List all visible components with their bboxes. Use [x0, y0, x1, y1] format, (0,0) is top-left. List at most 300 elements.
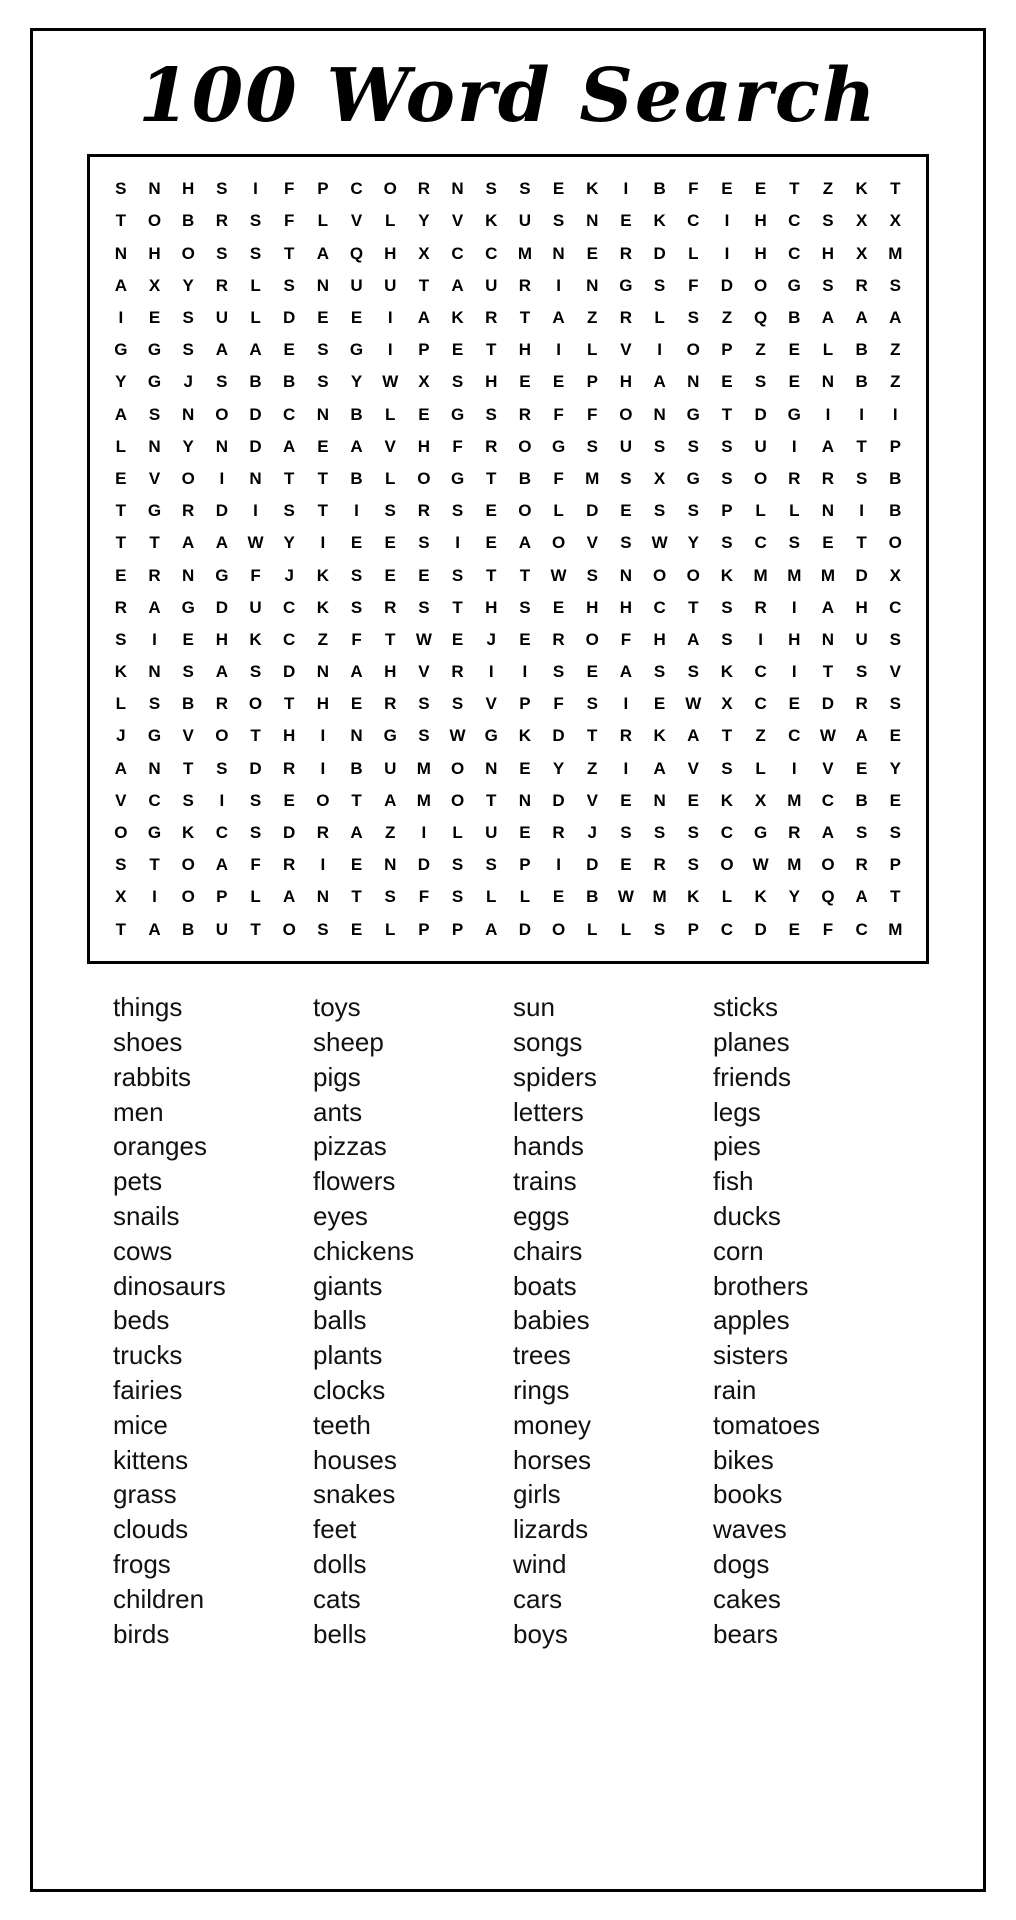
grid-cell[interactable]: V	[620, 340, 632, 360]
grid-cell[interactable]: I	[556, 275, 561, 295]
word-list-item[interactable]: cows	[113, 1235, 173, 1266]
grid-cell[interactable]: H	[619, 372, 633, 392]
word-list-item[interactable]: legs	[713, 1096, 761, 1127]
grid-cell[interactable]: L	[755, 758, 766, 778]
grid-cell[interactable]: S	[855, 468, 868, 488]
grid-cell[interactable]: Y	[115, 372, 127, 392]
grid-cell[interactable]: C	[283, 597, 296, 617]
word-list-item[interactable]: bells	[313, 1618, 367, 1649]
grid-cell[interactable]: S	[620, 823, 632, 843]
word-list-item[interactable]: frogs	[113, 1548, 171, 1579]
grid-cell[interactable]: I	[320, 855, 326, 875]
word-list-item[interactable]: letters	[513, 1096, 584, 1127]
grid-cell[interactable]: T	[519, 308, 531, 328]
grid-cell[interactable]: U	[485, 275, 498, 295]
grid-cell[interactable]: L	[688, 243, 699, 263]
grid-cell[interactable]: S	[552, 662, 565, 682]
word-list-item[interactable]: pigs	[313, 1061, 361, 1092]
grid-cell[interactable]: F	[688, 179, 699, 199]
grid-cell[interactable]: V	[586, 790, 598, 810]
grid-cell[interactable]: E	[519, 758, 531, 778]
grid-cell[interactable]: E	[552, 179, 565, 199]
grid-cell[interactable]: G	[147, 501, 162, 521]
grid-cell[interactable]: B	[350, 468, 363, 488]
grid-cell[interactable]: E	[721, 372, 733, 392]
grid-cell[interactable]: A	[283, 436, 296, 456]
grid-cell[interactable]: L	[385, 919, 396, 939]
grid-cell[interactable]: X	[855, 243, 868, 263]
grid-cell[interactable]: J	[284, 565, 294, 585]
grid-cell[interactable]: H	[586, 597, 599, 617]
word-list-item[interactable]: rings	[513, 1374, 570, 1405]
grid-cell[interactable]: N	[316, 662, 329, 682]
word-list-item[interactable]: birds	[113, 1618, 170, 1649]
grid-cell[interactable]: U	[754, 436, 767, 456]
grid-cell[interactable]: X	[115, 887, 127, 907]
grid-cell[interactable]: F	[688, 275, 699, 295]
grid-cell[interactable]: B	[182, 694, 195, 714]
grid-cell[interactable]: O	[417, 468, 431, 488]
grid-cell[interactable]: S	[418, 726, 430, 746]
grid-cell[interactable]: A	[855, 887, 868, 907]
grid-cell[interactable]: C	[148, 790, 161, 810]
grid-cell[interactable]: F	[284, 211, 295, 231]
grid-cell[interactable]: K	[687, 887, 700, 907]
word-list-item[interactable]: children	[113, 1583, 205, 1614]
grid-cell[interactable]: S	[418, 597, 430, 617]
grid-cell[interactable]: C	[855, 919, 868, 939]
grid-cell[interactable]: E	[418, 404, 430, 424]
grid-cell[interactable]: K	[249, 629, 262, 649]
grid-cell[interactable]: N	[182, 404, 195, 424]
grid-cell[interactable]: S	[216, 243, 228, 263]
grid-cell[interactable]: G	[383, 726, 397, 746]
grid-cell[interactable]: Y	[552, 758, 565, 778]
grid-cell[interactable]: P	[519, 694, 531, 714]
grid-cell[interactable]: O	[282, 919, 296, 939]
grid-cell[interactable]: S	[721, 758, 733, 778]
grid-cell[interactable]: Z	[755, 726, 766, 746]
grid-cell[interactable]: R	[754, 597, 767, 617]
grid-cell[interactable]: I	[556, 340, 561, 360]
grid-cell[interactable]: S	[889, 275, 901, 295]
grid-cell[interactable]: L	[822, 340, 834, 360]
grid-cell[interactable]: J	[587, 823, 597, 843]
grid-cell[interactable]: O	[652, 565, 667, 585]
grid-cell[interactable]: O	[518, 501, 532, 521]
grid-cell[interactable]: P	[586, 372, 598, 392]
grid-cell[interactable]: S	[283, 501, 295, 521]
grid-cell[interactable]: H	[215, 629, 228, 649]
grid-cell[interactable]: O	[383, 179, 397, 199]
grid-cell[interactable]: S	[317, 372, 329, 392]
grid-cell[interactable]: K	[586, 179, 599, 199]
grid-cell[interactable]: O	[585, 629, 599, 649]
grid-cell[interactable]: S	[653, 662, 666, 682]
grid-cell[interactable]: U	[249, 597, 262, 617]
grid-cell[interactable]: N	[586, 211, 599, 231]
grid-cell[interactable]: E	[384, 565, 396, 585]
grid-cell[interactable]: H	[384, 243, 397, 263]
grid-cell[interactable]: A	[855, 726, 868, 746]
grid-cell[interactable]: I	[791, 758, 797, 778]
grid-cell[interactable]: T	[115, 501, 127, 521]
grid-cell[interactable]: N	[148, 662, 161, 682]
grid-cell[interactable]: H	[619, 597, 633, 617]
grid-cell[interactable]: B	[518, 468, 532, 488]
word-list-item[interactable]: dolls	[313, 1548, 367, 1579]
grid-cell[interactable]: M	[888, 243, 903, 263]
grid-cell[interactable]: S	[855, 823, 868, 843]
grid-cell[interactable]: G	[181, 597, 195, 617]
grid-cell[interactable]: P	[721, 340, 733, 360]
grid-cell[interactable]: M	[888, 919, 903, 939]
grid-cell[interactable]: D	[586, 855, 599, 875]
grid-cell[interactable]: S	[249, 211, 262, 231]
grid-cell[interactable]: W	[819, 726, 836, 746]
grid-cell[interactable]: K	[653, 211, 666, 231]
grid-cell[interactable]: S	[721, 533, 733, 553]
grid-cell[interactable]: L	[553, 501, 564, 521]
grid-cell[interactable]: A	[114, 758, 127, 778]
grid-cell[interactable]: M	[517, 243, 532, 263]
grid-cell[interactable]: D	[417, 855, 431, 875]
grid-cell[interactable]: S	[586, 565, 598, 585]
grid-cell[interactable]: B	[182, 211, 195, 231]
grid-cell[interactable]: T	[486, 565, 497, 585]
grid-cell[interactable]: S	[687, 501, 699, 521]
grid-cell[interactable]: C	[788, 243, 801, 263]
grid-cell[interactable]: V	[148, 468, 161, 488]
grid-cell[interactable]: V	[586, 533, 598, 553]
grid-cell[interactable]: I	[320, 533, 326, 553]
grid-cell[interactable]: S	[485, 855, 497, 875]
grid-cell[interactable]: X	[418, 243, 430, 263]
grid-cell[interactable]: T	[115, 211, 127, 231]
word-list-item[interactable]: horses	[513, 1444, 592, 1475]
grid-cell[interactable]: E	[451, 629, 464, 649]
grid-cell[interactable]: T	[351, 790, 362, 810]
word-list-item[interactable]: eggs	[513, 1200, 570, 1231]
word-list-item[interactable]: waves	[713, 1514, 787, 1545]
grid-cell[interactable]: R	[417, 179, 431, 199]
grid-cell[interactable]: C	[821, 790, 835, 810]
grid-cell[interactable]: T	[890, 887, 901, 907]
grid-cell[interactable]: C	[653, 597, 666, 617]
grid-cell[interactable]: Q	[349, 243, 364, 263]
grid-cell[interactable]: S	[451, 372, 464, 392]
grid-cell[interactable]: O	[215, 726, 229, 746]
grid-cell[interactable]: D	[249, 404, 262, 424]
grid-cell[interactable]: B	[350, 404, 363, 424]
word-list-item[interactable]: kittens	[113, 1444, 189, 1475]
grid-cell[interactable]: S	[216, 372, 228, 392]
grid-cell[interactable]: F	[452, 436, 463, 456]
grid-cell[interactable]: N	[316, 404, 329, 424]
grid-cell[interactable]: O	[821, 855, 835, 875]
grid-cell[interactable]: H	[788, 629, 801, 649]
grid-cell[interactable]: S	[721, 629, 733, 649]
grid-cell[interactable]: I	[455, 533, 460, 553]
word-list-item[interactable]: ducks	[713, 1200, 781, 1231]
grid-cell[interactable]: F	[351, 629, 362, 649]
grid-cell[interactable]: S	[653, 436, 666, 456]
word-list-item[interactable]: boys	[513, 1618, 568, 1649]
grid-cell[interactable]: W	[752, 855, 769, 875]
grid-cell[interactable]: F	[587, 404, 598, 424]
grid-cell[interactable]: D	[518, 919, 532, 939]
grid-cell[interactable]: R	[215, 211, 228, 231]
grid-cell[interactable]: T	[250, 919, 261, 939]
grid-cell[interactable]: C	[720, 919, 734, 939]
grid-cell[interactable]: E	[620, 501, 632, 521]
grid-cell[interactable]: O	[450, 758, 465, 778]
word-list-item[interactable]: sheep	[313, 1026, 384, 1057]
grid-cell[interactable]: A	[653, 372, 666, 392]
grid-cell[interactable]: R	[316, 823, 329, 843]
grid-cell[interactable]: F	[620, 629, 632, 649]
grid-cell[interactable]: T	[418, 275, 430, 295]
grid-cell[interactable]: I	[758, 629, 763, 649]
grid-cell[interactable]: F	[553, 694, 564, 714]
grid-cell[interactable]: T	[486, 340, 497, 360]
grid-cell[interactable]: T	[519, 565, 531, 585]
grid-cell[interactable]: G	[787, 275, 801, 295]
grid-cell[interactable]: S	[451, 855, 464, 875]
grid-cell[interactable]: S	[249, 790, 262, 810]
grid-cell[interactable]: A	[821, 308, 835, 328]
grid-cell[interactable]: U	[215, 919, 228, 939]
grid-cell[interactable]: B	[889, 501, 902, 521]
grid-cell[interactable]: B	[855, 340, 868, 360]
grid-cell[interactable]: R	[148, 565, 161, 585]
grid-cell[interactable]: I	[152, 887, 157, 907]
grid-cell[interactable]: K	[855, 179, 868, 199]
grid-cell[interactable]: I	[859, 501, 864, 521]
word-list-item[interactable]: dogs	[713, 1548, 770, 1579]
grid-cell[interactable]: B	[855, 790, 868, 810]
grid-cell[interactable]: T	[317, 501, 329, 521]
grid-cell[interactable]: T	[822, 662, 834, 682]
grid-cell[interactable]: O	[147, 211, 162, 231]
grid-cell[interactable]: Z	[755, 340, 766, 360]
word-list-item[interactable]: girls	[513, 1479, 561, 1510]
grid-cell[interactable]: R	[552, 629, 565, 649]
grid-cell[interactable]: D	[720, 275, 734, 295]
grid-cell[interactable]: O	[686, 340, 700, 360]
grid-cell[interactable]: X	[889, 211, 901, 231]
grid-cell[interactable]: C	[754, 533, 767, 553]
grid-cell[interactable]: A	[182, 533, 195, 553]
word-list-item[interactable]: books	[713, 1479, 783, 1510]
grid-cell[interactable]: A	[350, 662, 363, 682]
word-list-item[interactable]: fairies	[113, 1374, 183, 1405]
grid-cell[interactable]: E	[620, 855, 632, 875]
word-list-item[interactable]: pizzas	[313, 1131, 387, 1162]
grid-cell[interactable]: R	[182, 501, 195, 521]
grid-cell[interactable]: R	[552, 823, 565, 843]
word-list-item[interactable]: trains	[513, 1166, 577, 1197]
grid-cell[interactable]: R	[788, 468, 801, 488]
grid-cell[interactable]: A	[215, 340, 228, 360]
grid-cell[interactable]: H	[283, 726, 296, 746]
grid-cell[interactable]: K	[720, 790, 734, 810]
grid-cell[interactable]: T	[688, 597, 699, 617]
grid-cell[interactable]: J	[116, 726, 126, 746]
grid-cell[interactable]: Q	[753, 308, 768, 328]
word-list-item[interactable]: snails	[113, 1200, 180, 1231]
grid-cell[interactable]: S	[687, 855, 699, 875]
grid-cell[interactable]: I	[152, 629, 157, 649]
grid-cell[interactable]: K	[485, 211, 498, 231]
grid-cell[interactable]: N	[619, 565, 633, 585]
grid-cell[interactable]: T	[115, 533, 127, 553]
grid-cell[interactable]: E	[855, 758, 868, 778]
grid-cell[interactable]: E	[788, 340, 800, 360]
grid-cell[interactable]: Y	[889, 758, 901, 778]
grid-cell[interactable]: G	[114, 340, 128, 360]
grid-cell[interactable]: M	[820, 565, 836, 585]
grid-cell[interactable]: Z	[890, 372, 901, 392]
word-list-item[interactable]: hands	[513, 1131, 584, 1162]
grid-cell[interactable]: H	[855, 597, 868, 617]
grid-cell[interactable]: T	[149, 533, 160, 553]
grid-cell[interactable]: N	[821, 501, 835, 521]
grid-cell[interactable]: I	[623, 758, 629, 778]
grid-cell[interactable]: Y	[687, 533, 699, 553]
grid-cell[interactable]: A	[653, 758, 666, 778]
grid-cell[interactable]: I	[387, 308, 393, 328]
grid-cell[interactable]: G	[147, 372, 162, 392]
grid-cell[interactable]: W	[651, 533, 668, 553]
grid-cell[interactable]: G	[349, 340, 364, 360]
grid-cell[interactable]: S	[687, 823, 699, 843]
grid-cell[interactable]: A	[249, 340, 262, 360]
grid-cell[interactable]: E	[788, 694, 800, 714]
grid-cell[interactable]: A	[350, 436, 363, 456]
grid-cell[interactable]: J	[183, 372, 193, 392]
grid-cell[interactable]: R	[283, 758, 296, 778]
grid-cell[interactable]: Q	[821, 887, 835, 907]
word-list-item[interactable]: clocks	[313, 1374, 386, 1405]
grid-cell[interactable]: T	[856, 436, 867, 456]
grid-cell[interactable]: D	[586, 501, 599, 521]
grid-cell[interactable]: Z	[890, 340, 901, 360]
word-list-item[interactable]: trees	[513, 1340, 571, 1371]
word-list-item[interactable]: boats	[513, 1270, 577, 1301]
grid-cell[interactable]: S	[115, 179, 127, 199]
word-list-item[interactable]: mice	[113, 1409, 168, 1440]
grid-cell[interactable]: E	[721, 179, 733, 199]
grid-cell[interactable]: T	[789, 179, 800, 199]
word-list-item[interactable]: sun	[513, 992, 555, 1023]
grid-cell[interactable]: L	[115, 436, 127, 456]
grid-cell[interactable]: L	[385, 468, 396, 488]
grid-cell[interactable]: R	[619, 308, 633, 328]
grid-cell[interactable]: A	[889, 308, 902, 328]
grid-cell[interactable]: E	[182, 629, 194, 649]
grid-cell[interactable]: B	[182, 919, 195, 939]
grid-cell[interactable]: S	[115, 855, 127, 875]
word-list-item[interactable]: sticks	[713, 992, 778, 1023]
word-list-item[interactable]: songs	[513, 1026, 583, 1057]
grid-cell[interactable]: S	[721, 468, 733, 488]
grid-cell[interactable]: X	[889, 565, 901, 585]
grid-cell[interactable]: E	[586, 662, 598, 682]
word-list-item[interactable]: oranges	[113, 1131, 207, 1162]
grid-cell[interactable]: A	[384, 790, 397, 810]
grid-cell[interactable]: E	[350, 533, 363, 553]
grid-cell[interactable]: R	[485, 436, 498, 456]
grid-cell[interactable]: C	[754, 694, 767, 714]
grid-cell[interactable]: I	[623, 179, 629, 199]
grid-cell[interactable]: E	[148, 308, 161, 328]
grid-cell[interactable]: S	[653, 501, 666, 521]
grid-cell[interactable]: Z	[317, 629, 329, 649]
grid-cell[interactable]: H	[485, 597, 498, 617]
grid-cell[interactable]: Y	[283, 533, 295, 553]
grid-cell[interactable]: O	[686, 565, 700, 585]
grid-cell[interactable]: U	[350, 275, 363, 295]
grid-cell[interactable]: E	[384, 533, 396, 553]
grid-cell[interactable]: D	[249, 758, 262, 778]
grid-cell[interactable]: E	[620, 211, 632, 231]
grid-cell[interactable]: A	[855, 308, 868, 328]
grid-cell[interactable]: L	[250, 275, 261, 295]
grid-cell[interactable]: S	[889, 694, 901, 714]
grid-cell[interactable]: D	[754, 404, 767, 424]
grid-cell[interactable]: E	[788, 919, 800, 939]
grid-cell[interactable]: K	[114, 662, 127, 682]
grid-cell[interactable]: L	[317, 211, 329, 231]
grid-cell[interactable]: G	[787, 404, 801, 424]
grid-cell[interactable]: S	[317, 919, 329, 939]
grid-cell[interactable]: I	[825, 404, 831, 424]
grid-cell[interactable]: H	[653, 629, 666, 649]
grid-cell[interactable]: G	[215, 565, 229, 585]
grid-cell[interactable]: O	[753, 468, 768, 488]
grid-cell[interactable]: N	[586, 275, 599, 295]
grid-cell[interactable]: V	[451, 211, 464, 231]
grid-cell[interactable]: D	[283, 823, 296, 843]
grid-cell[interactable]: W	[415, 629, 432, 649]
word-list-item[interactable]: cars	[513, 1583, 563, 1614]
grid-cell[interactable]: G	[551, 436, 566, 456]
grid-cell[interactable]: X	[148, 275, 161, 295]
grid-cell[interactable]: Y	[788, 887, 800, 907]
grid-cell[interactable]: Y	[418, 211, 430, 231]
grid-cell[interactable]: S	[148, 404, 161, 424]
grid-cell[interactable]: R	[215, 275, 228, 295]
grid-cell[interactable]: U	[518, 211, 532, 231]
grid-cell[interactable]: U	[384, 758, 397, 778]
grid-cell[interactable]: S	[653, 823, 666, 843]
grid-cell[interactable]: Y	[182, 436, 194, 456]
grid-cell[interactable]: N	[518, 790, 532, 810]
grid-cell[interactable]: S	[451, 887, 464, 907]
grid-cell[interactable]: Y	[182, 275, 194, 295]
grid-cell[interactable]: S	[485, 404, 497, 424]
grid-cell[interactable]: Z	[822, 179, 834, 199]
grid-cell[interactable]: L	[385, 404, 396, 424]
grid-cell[interactable]: A	[821, 597, 835, 617]
grid-cell[interactable]: B	[855, 372, 868, 392]
grid-cell[interactable]: A	[215, 533, 228, 553]
grid-cell[interactable]: M	[652, 887, 667, 907]
word-list-item[interactable]: things	[113, 992, 183, 1023]
grid-cell[interactable]: N	[821, 629, 835, 649]
grid-cell[interactable]: U	[485, 823, 498, 843]
